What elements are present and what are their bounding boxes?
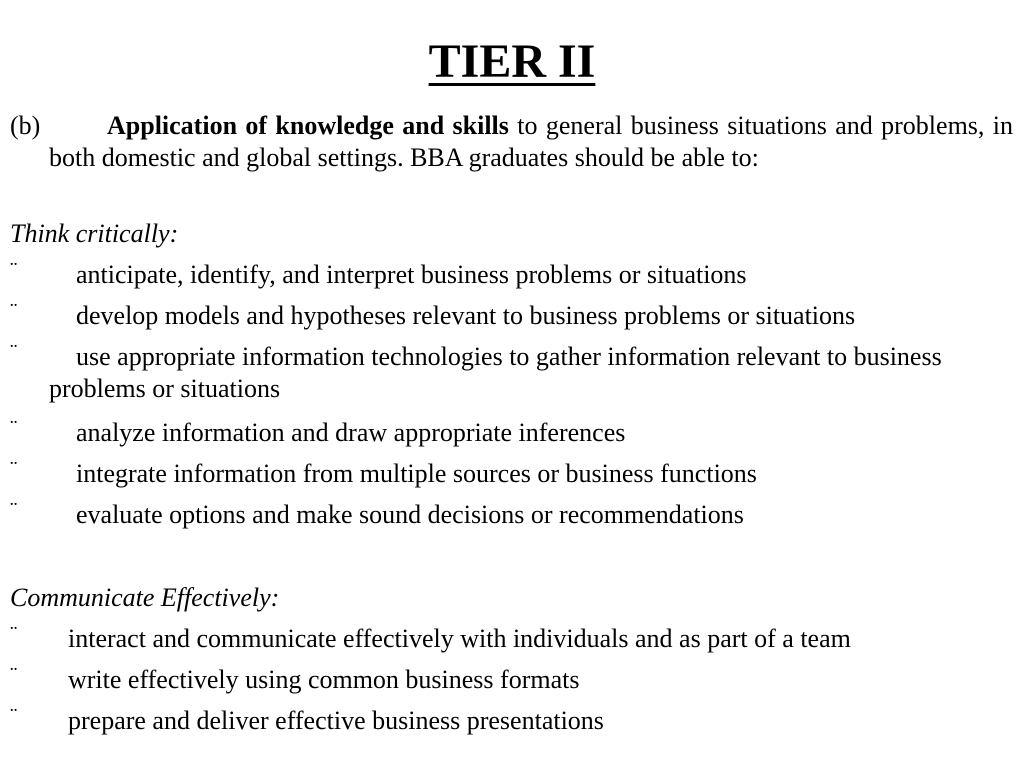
list-item [10,499,1015,531]
list-item-text: anticipate, identify, and interpret business problems or situations [76,260,747,289]
bullet-icon: ¨ [10,662,18,687]
intro-rest-text: to general business situations and problems, in both domestic and global settings. BBA graduates should be able to: [49,111,1014,172]
list-item-text: integrate information from multiple sources or business functions [76,459,757,488]
list-item-text: prepare and deliver effective business presentations [68,706,604,735]
intro-paragraph [10,110,1013,174]
list-item-text: use appropriate information technologies to gather information relevant to business problems or situations [49,342,942,403]
section-heading-communicate-effectively: Communicate Effectively: [10,583,280,612]
list-item [10,705,1015,737]
list-item [10,623,1015,655]
slide-title: TIER II [428,35,596,88]
bullet-icon: ¨ [10,621,18,646]
list-item-text: interact and communicate effectively with individuals and as part of a team [68,624,851,653]
intro-marker: (b) [10,111,41,140]
list-item [10,417,1015,449]
bullet-icon: ¨ [10,257,18,282]
bullet-icon: ¨ [10,298,18,323]
list-item-text: write effectively using common business formats [68,665,580,694]
list-item [10,664,1015,696]
list-item-text: develop models and hypotheses relevant to business problems or situations [76,301,856,330]
bullet-icon: ¨ [10,703,18,728]
list-item [10,259,1015,291]
section-heading-think-critically: Think critically: [10,219,179,248]
list-item [10,341,1015,405]
list-item-text: evaluate options and make sound decisions or recommendations [76,500,744,529]
bullet-icon: ¨ [10,339,18,364]
bullet-icon: ¨ [10,456,18,481]
list-item-text: analyze information and draw appropriate inferences [76,418,626,447]
bullet-icon: ¨ [10,497,18,522]
list-item [10,300,1015,332]
list-item [10,458,1015,490]
bullet-icon: ¨ [10,415,18,440]
intro-bold-text: Application of knowledge and skills [107,111,509,140]
